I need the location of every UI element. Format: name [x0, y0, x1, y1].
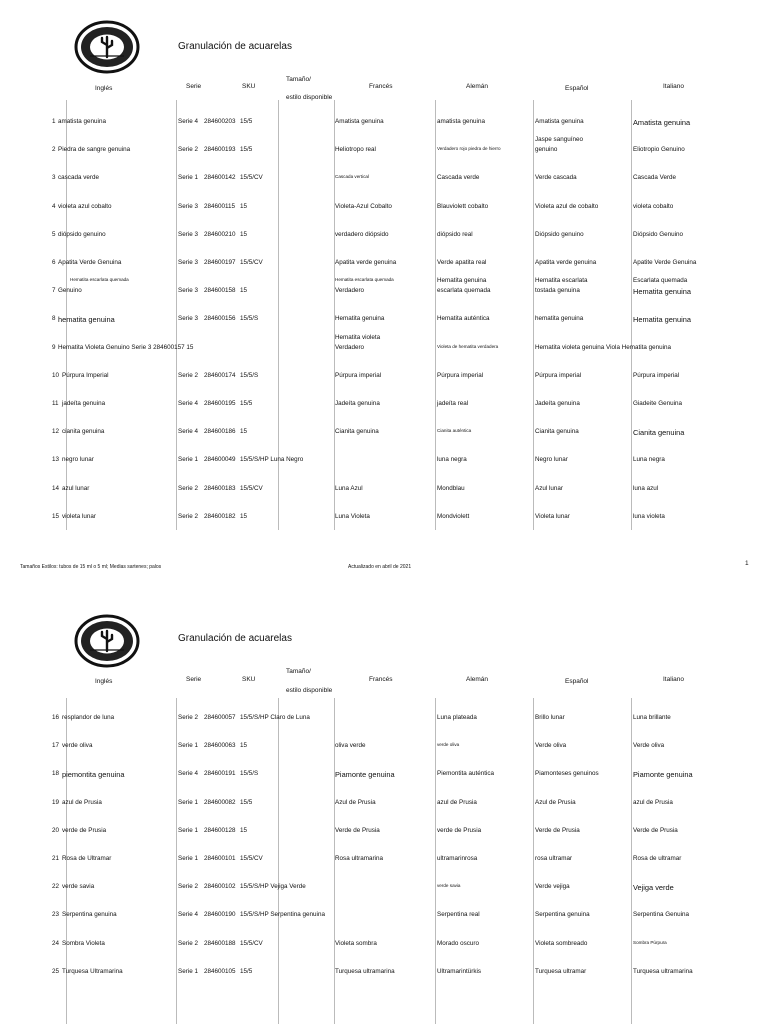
table-row — [0, 160, 768, 188]
header-tamano-line1: Tamaño/ — [286, 76, 311, 83]
table-row — [0, 301, 768, 329]
cell-size: 15/5 — [240, 118, 253, 125]
cell-size: 15/5 — [240, 400, 253, 407]
cell-serie: Serie 1 — [178, 798, 198, 806]
cell-fr: Violeta sombra — [335, 939, 377, 947]
cell-sku: 284600197 — [204, 259, 236, 266]
header-ingles: Inglés — [95, 678, 113, 685]
cell-num: 16 — [52, 714, 60, 721]
cell-fr: oliva verde — [335, 742, 366, 750]
cell-serie: Serie 1 — [178, 174, 198, 182]
cell-en: Sombra Violeta — [62, 939, 105, 947]
cell-it: Apatite Verde Genuina — [633, 259, 697, 266]
cell-sku: 284600210 — [204, 230, 236, 238]
cell-it: Eliotropio Genuino — [633, 146, 685, 154]
cell-it: Hematita genuina — [633, 287, 691, 297]
cell-serie: Serie 3 — [178, 230, 198, 238]
cell-it: Cascada Verde — [633, 174, 677, 182]
document-title: Granulación de acuarelas — [178, 633, 292, 644]
cell-sku: 284600174 — [204, 371, 236, 379]
cell-serie: Serie 1 — [178, 742, 198, 750]
cell-de: verde de Prusia — [437, 826, 482, 834]
cell-sku: 284600193 — [204, 146, 236, 154]
header-tamano-line2: estilo disponible — [286, 687, 333, 694]
cell-it-top: Escarlata quemada — [633, 277, 688, 285]
cell-de: azul de Prusia — [437, 798, 477, 806]
table-row — [0, 813, 768, 841]
cell-de: ultramarinrosa — [437, 855, 478, 862]
cell-es: Violeta azul de cobalto — [535, 202, 599, 210]
cell-num: 2 — [52, 146, 56, 154]
table-row — [0, 756, 768, 784]
cell-de: Púrpura imperial — [437, 371, 484, 379]
cell-sku: 284600101 — [204, 855, 236, 862]
cell-num: 20 — [52, 826, 60, 834]
cell-serie: Serie 3 — [178, 315, 198, 323]
cell-es: Jadeíta genuina — [535, 400, 580, 407]
cell-sku: 284600158 — [204, 287, 236, 295]
cell-num: 4 — [52, 202, 56, 210]
cell-sku: 284600128 — [204, 826, 236, 834]
cell-es: Amatista genuina — [535, 118, 584, 125]
cell-size: 15/5 — [240, 967, 253, 975]
cell-de: diópsido real — [437, 230, 473, 238]
cell-it: Giadeite Genuina — [633, 400, 683, 407]
cell-es-top: Jaspe sanguíneo — [535, 136, 583, 144]
cell-de: amatista genuina — [437, 118, 485, 125]
cell-size: 15 — [240, 742, 248, 750]
header-serie: Serie — [186, 676, 202, 683]
cell-en: Hematita Violeta Genuino Serie 3 284600157 15 — [58, 343, 194, 351]
cell-en: diópsido genuino — [58, 230, 106, 238]
cell-num: 7 — [52, 287, 56, 295]
cell-de: Ultramarintürkis — [437, 967, 482, 975]
cell-fr: Azul de Prusia — [335, 798, 376, 806]
cell-serie: Serie 4 — [178, 118, 198, 125]
cell-size: 15 — [240, 826, 248, 834]
cell-es: Cianita genuina — [535, 428, 579, 436]
cell-size: 15/5/S/HP Vejiga Verde — [240, 883, 306, 891]
brand-seal-logo — [74, 20, 140, 74]
cell-sku: 284600142 — [204, 174, 236, 182]
cell-serie: Serie 4 — [178, 428, 198, 436]
header-italiano: Italiano — [663, 83, 684, 90]
table-row — [0, 897, 768, 925]
cell-size: 15/5/S/HP Serpentina genuina — [240, 911, 325, 919]
cell-en: verde de Prusia — [62, 826, 107, 834]
cell-serie: Serie 2 — [178, 512, 198, 520]
table-row — [0, 386, 768, 414]
brand-seal-logo — [74, 614, 140, 668]
cell-en: jadeíta genuina — [62, 400, 106, 407]
cell-it: luna violeta — [633, 512, 665, 520]
header-tamano-line2: estilo disponible — [286, 94, 333, 101]
cell-fr: Violeta-Azul Cobalto — [335, 202, 392, 210]
cell-num: 19 — [52, 798, 60, 806]
cell-it: violeta cobalto — [633, 202, 674, 210]
cell-sku: 284600082 — [204, 798, 236, 806]
cell-de: Cascada verde — [437, 174, 480, 182]
header-ingles: Inglés — [95, 85, 113, 92]
cell-en: Piedra de sangre genuina — [58, 146, 131, 154]
cell-en: azul lunar — [62, 484, 90, 492]
header-sku: SKU — [242, 83, 256, 90]
cell-es: tostada genuina — [535, 287, 580, 295]
cell-fr: Púrpura imperial — [335, 371, 382, 379]
cell-de: Hematita auténtica — [437, 315, 490, 323]
header-tamano-line1: Tamaño/ — [286, 668, 311, 675]
footer-note: Tamaños Estilos: tubos de 15 ml o 5 ml; Medias sartenes; palos — [20, 564, 162, 570]
cell-sku: 284600156 — [204, 315, 236, 323]
cell-de: Violeta de hematita verdadera — [437, 343, 499, 349]
cell-serie: Serie 1 — [178, 855, 198, 862]
cell-it: Luna brillante — [633, 714, 671, 721]
cell-it: Turquesa ultramarina — [633, 967, 693, 975]
cell-es: hematita genuina — [535, 315, 584, 323]
cell-size: 15 — [240, 512, 248, 520]
cell-en: Turquesa Ultramarina — [62, 967, 123, 975]
cell-num: 8 — [52, 315, 56, 323]
cell-serie: Serie 4 — [178, 911, 198, 919]
table-row — [0, 954, 768, 982]
cell-en: cianita genuina — [62, 428, 105, 436]
cell-it: azul de Prusia — [633, 798, 673, 806]
cell-en: hematita genuina — [58, 315, 115, 325]
table-row — [0, 841, 768, 869]
cell-en: Rosa de Ultramar — [62, 855, 112, 862]
cell-num: 1 — [52, 118, 56, 125]
cell-fr: Luna Azul — [335, 484, 363, 492]
header-serie: Serie — [186, 83, 202, 90]
cell-serie: Serie 4 — [178, 400, 198, 407]
cell-size: 15/5/S — [240, 315, 259, 323]
table-row — [0, 104, 768, 132]
cell-es: Azul lunar — [535, 484, 564, 492]
cell-num: 5 — [52, 230, 56, 238]
cell-serie: Serie 4 — [178, 770, 198, 778]
cell-serie: Serie 2 — [178, 939, 198, 947]
cell-it: Cianita genuina — [633, 428, 685, 438]
cell-serie: Serie 2 — [178, 146, 198, 154]
cell-serie: Serie 1 — [178, 456, 198, 464]
cell-size: 15/5/S/HP Claro de Luna — [240, 714, 310, 721]
cell-en: Genuino — [58, 287, 82, 295]
cell-num: 23 — [52, 911, 60, 919]
cell-fr: Verde de Prusia — [335, 826, 380, 834]
cell-de: verde oliva — [437, 742, 460, 748]
cell-num: 9 — [52, 343, 56, 351]
table-row — [0, 471, 768, 499]
cell-de: escarlata quemada — [437, 287, 491, 295]
cell-es: Violeta sombreado — [535, 939, 588, 947]
cell-num: 3 — [52, 174, 56, 182]
cell-serie: Serie 3 — [178, 202, 198, 210]
page-number: 1 — [745, 560, 749, 567]
footer-updated: Actualizado en abril de 2021 — [348, 564, 412, 570]
cell-fr-top: Hematita escarlata quemada — [335, 277, 394, 283]
cell-size: 15/5 — [240, 146, 253, 154]
cell-num: 17 — [52, 742, 60, 750]
cell-serie: Serie 2 — [178, 714, 198, 721]
cell-sku: 284600057 — [204, 714, 236, 721]
table-row — [0, 785, 768, 813]
cell-de: jadeíta real — [437, 400, 469, 407]
cell-num: 15 — [52, 512, 60, 520]
cell-de: verde savia — [437, 883, 461, 889]
cell-es: Violeta lunar — [535, 512, 570, 520]
cell-size: 15/5/CV — [240, 939, 263, 947]
cell-it: Verde de Prusia — [633, 826, 678, 834]
cell-sku: 284600188 — [204, 939, 236, 947]
table-row — [0, 869, 768, 897]
header-frances: Francés — [369, 676, 393, 683]
cell-size: 15/5/CV — [240, 855, 263, 862]
cell-sku: 284600203 — [204, 118, 236, 125]
cell-sku: 284600191 — [204, 770, 236, 778]
cell-de: Verdadero rojo piedra de hierro — [437, 146, 501, 152]
cell-en: cascada verde — [58, 174, 99, 182]
table-row — [0, 442, 768, 470]
cell-sku: 284600049 — [204, 456, 236, 464]
cell-de: Morado oscuro — [437, 939, 479, 947]
cell-es: Apatita verde genuina — [535, 259, 597, 266]
cell-sku: 284600186 — [204, 428, 236, 436]
cell-serie: Serie 2 — [178, 371, 198, 379]
cell-de: Mondviolett — [437, 512, 470, 520]
cell-en: violeta azul cobalto — [58, 202, 112, 210]
cell-es: Diópsido genuino — [535, 230, 584, 238]
cell-it: Piamonte genuina — [633, 770, 693, 780]
cell-es: Verde oliva — [535, 742, 567, 750]
header-sku: SKU — [242, 676, 256, 683]
cell-fr: Amatista genuina — [335, 118, 384, 125]
cell-num: 22 — [52, 883, 60, 891]
header-aleman: Alemán — [466, 83, 489, 90]
cell-serie: Serie 2 — [178, 883, 198, 891]
cell-fr: Cianita genuina — [335, 428, 379, 436]
cell-fr: Hematita genuina — [335, 315, 385, 323]
cell-es: Serpentina genuina — [535, 911, 590, 919]
cell-it: Verde oliva — [633, 742, 665, 750]
cell-size: 15 — [240, 428, 248, 436]
cell-en: amatista genuina — [58, 118, 106, 125]
cell-en: resplandor de luna — [62, 714, 115, 721]
cell-es: Piamonteses genuinos — [535, 770, 599, 778]
cell-sku: 284600182 — [204, 512, 236, 520]
table-row — [0, 358, 768, 386]
table-row — [0, 217, 768, 245]
cell-fr: Heliotropo real — [335, 146, 376, 154]
table-row — [0, 330, 768, 358]
cell-fr: Verdadero — [335, 343, 365, 351]
cell-de: Blauviolett cobalto — [437, 202, 489, 210]
cell-sku: 284600102 — [204, 883, 236, 891]
cell-num: 11 — [52, 400, 59, 407]
cell-serie: Serie 3 — [178, 287, 198, 295]
cell-en: piemontita genuina — [62, 770, 125, 780]
cell-en: negro lunar — [62, 456, 94, 464]
cell-it: luna azul — [633, 484, 659, 492]
cell-de-top: Hematita genuina — [437, 277, 487, 285]
cell-es: Verde vejiga — [535, 883, 570, 891]
cell-sku: 284600190 — [204, 911, 236, 919]
document-page-2 — [0, 590, 768, 1024]
table-row — [0, 414, 768, 442]
cell-size: 15/5/CV — [240, 484, 263, 492]
cell-num: 14 — [52, 484, 60, 492]
cell-fr: Apatita verde genuina — [335, 259, 397, 266]
cell-en-top: Hematita escarlata quemada — [70, 277, 129, 283]
table-row — [0, 132, 768, 160]
cell-es: rosa ultramar — [535, 855, 573, 862]
table-row — [0, 245, 768, 273]
cell-size: 15 — [240, 287, 248, 295]
cell-de: Luna plateada — [437, 714, 477, 721]
table-row — [0, 499, 768, 527]
cell-es: Turquesa ultramar — [535, 967, 587, 975]
cell-num: 24 — [52, 939, 60, 947]
cell-es: Azul de Prusia — [535, 798, 576, 806]
cell-size: 15/5/CV — [240, 174, 263, 182]
cell-num: 6 — [52, 259, 56, 266]
header-espanol: Español — [565, 85, 589, 92]
cell-sku: 284600115 — [204, 202, 236, 210]
cell-it: Vejiga verde — [633, 883, 674, 893]
cell-serie: Serie 2 — [178, 484, 198, 492]
table-row — [0, 926, 768, 954]
cell-fr: Cascada vertical — [335, 174, 369, 180]
cell-it: Amatista genuina — [633, 118, 691, 127]
cell-es: Verde cascada — [535, 174, 577, 182]
cell-num: 18 — [52, 770, 60, 778]
cell-es: genuino — [535, 146, 558, 154]
cell-es: Brillo lunar — [535, 714, 565, 721]
cell-it: Púrpura imperial — [633, 371, 680, 379]
table-row — [0, 189, 768, 217]
cell-size: 15/5/CV — [240, 259, 263, 266]
cell-de: Piemontita auténtica — [437, 770, 495, 778]
header-frances: Francés — [369, 83, 393, 90]
cell-es: Hematita violeta genuina Viola Hematita genuina — [535, 343, 672, 351]
cell-en: verde oliva — [62, 742, 93, 750]
cell-en: azul de Prusia — [62, 798, 102, 806]
cell-sku: 284600195 — [204, 400, 236, 407]
cell-num: 12 — [52, 428, 60, 436]
cell-it: Sombra Púrpura — [633, 939, 667, 945]
cell-serie: Serie 1 — [178, 967, 198, 975]
cell-sku: 284600105 — [204, 967, 236, 975]
header-espanol: Español — [565, 678, 589, 685]
cell-size: 15/5/S/HP Luna Negro — [240, 456, 304, 464]
cell-de: Cianita auténtica — [437, 428, 472, 434]
cell-num: 21 — [52, 855, 60, 862]
cell-en: violeta lunar — [62, 512, 96, 520]
cell-de: Verde apatita real — [437, 259, 487, 266]
cell-serie: Serie 3 — [178, 259, 198, 266]
cell-sku: 284600063 — [204, 742, 236, 750]
cell-num: 10 — [52, 371, 60, 379]
cell-fr: verdadero diópsido — [335, 230, 389, 238]
cell-en: Serpentina genuina — [62, 911, 117, 919]
cell-fr-top: Hematita violeta — [335, 333, 381, 341]
cell-es: Negro lunar — [535, 456, 568, 464]
cell-en: Púrpura Imperial — [62, 371, 109, 379]
header-italiano: Italiano — [663, 676, 684, 683]
cell-it: Hematita genuina — [633, 315, 691, 325]
cell-es: Púrpura imperial — [535, 371, 582, 379]
cell-en: Apatita Verde Genuina — [58, 259, 122, 266]
cell-fr: Rosa ultramarina — [335, 855, 383, 862]
cell-it: Diópsido Genuino — [633, 230, 684, 238]
cell-sku: 284600183 — [204, 484, 236, 492]
cell-num: 13 — [52, 456, 60, 464]
cell-es: Verde de Prusia — [535, 826, 580, 834]
cell-en: verde savia — [62, 883, 95, 891]
cell-es-top: Hematita escarlata — [535, 277, 588, 285]
cell-size: 15 — [240, 230, 248, 238]
cell-fr: Jadeíta genuina — [335, 400, 380, 407]
cell-it: Serpentina Genuina — [633, 911, 690, 919]
table-row — [0, 273, 768, 301]
cell-de: Mondblau — [437, 484, 465, 492]
cell-serie: Serie 1 — [178, 826, 198, 834]
cell-size: 15/5/S — [240, 770, 259, 778]
cell-fr: Piamonte genuina — [335, 770, 395, 780]
cell-it: Luna negra — [633, 456, 665, 464]
cell-fr: Luna Violeta — [335, 512, 370, 520]
cell-it: Rosa de ultramar — [633, 855, 682, 862]
cell-num: 25 — [52, 967, 60, 975]
table-row — [0, 728, 768, 756]
table-row — [0, 700, 768, 728]
document-title: Granulación de acuarelas — [178, 41, 292, 52]
header-aleman: Alemán — [466, 676, 489, 683]
cell-de: luna negra — [437, 456, 467, 464]
cell-fr: Verdadero — [335, 287, 365, 295]
cell-size: 15/5/S — [240, 371, 259, 379]
cell-de: Serpentina real — [437, 911, 480, 919]
cell-size: 15/5 — [240, 798, 253, 806]
cell-size: 15 — [240, 202, 248, 210]
cell-fr: Turquesa ultramarina — [335, 967, 395, 975]
